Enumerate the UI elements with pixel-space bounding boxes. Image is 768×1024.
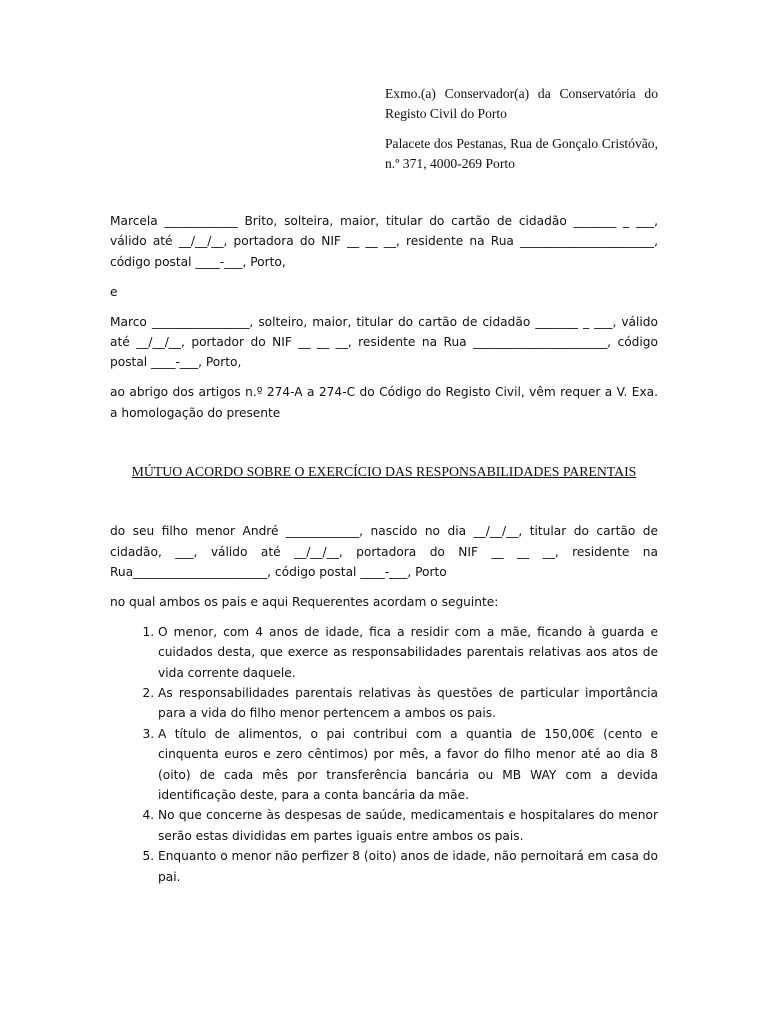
addressee-address: Palacete dos Pestanas, Rua de Gonçalo Cristóvão, n.º 371, 4000-269 Porto: [385, 136, 658, 171]
agreement-intro: no qual ambos os pais e aqui Requerentes acordam o seguinte:: [110, 594, 499, 609]
clause-item: 4. No que concerne às despesas de saúde, medicamentais e hospitalares do menor serão estas divididas em partes iguais entre ambos os pais.: [158, 805, 658, 846]
legal-basis: ao abrigo dos artigos n.º 274-A a 274-C do Código do Registo Civil, vêm requer a V. Exa. a homologação do presente: [110, 385, 658, 420]
party-mother: Marcela ____________ Brito, solteira, maior, titular do cartão de cidadão _______ _ ___, válido até __/__/__, portadora do NIF __ __ __, residente na Rua ______________________, código postal ____-___, Porto,: [110, 214, 658, 269]
party-father: Marco ________________, solteiro, maior, titular do cartão de cidadão _______ _ ___, válido até __/__/__, portador do NIF __ __ __, residente na Rua ______________________, código postal ____-___, Porto,: [110, 314, 658, 370]
addressee-block: [385, 84, 658, 184]
clause-item: 3. A título de alimentos, o pai contribui com a quantia de 150,00€ (cento e cinquenta euros e zero cêntimos) por mês, a favor do filho menor até ao dia 8 (oito) de cada mês por transferência bancária ou MB WAY com a devida identificação deste, para a conta bancária da mãe.: [158, 724, 658, 806]
clause-item: 1. O menor, com 4 anos de idade, fica a residir com a mãe, ficando à guarda e cuidados desta, que exerce as responsabilidades parentais relativas aos atos de vida corrente daquele.: [158, 622, 658, 683]
clauses-list: [110, 622, 658, 887]
child-details: do seu filho menor André ____________, nascido no dia __/__/__, titular do cartão de cidadão, ___, válido até __/__/__, portadora do NIF __ __ __, residente na Rua______________________, código postal ____-___, Porto: [110, 524, 658, 579]
addressee-recipient: Exmo.(a) Conservador(a) da Conservatória do Registo Civil do Porto: [385, 86, 658, 121]
party-connector: e: [110, 284, 118, 299]
document-body: [110, 211, 658, 887]
clause-item: 2. As responsabilidades parentais relativas às questões de particular importância para a vida do filho menor pertencem a ambos os pais.: [158, 683, 658, 724]
clause-item: 5. Enquanto o menor não perfizer 8 (oito) anos de idade, não pernoitará em casa do pai.: [158, 846, 658, 887]
agreement-title: MÚTUO ACORDO SOBRE O EXERCÍCIO DAS RESPONSABILIDADES PARENTAIS: [131, 464, 637, 480]
